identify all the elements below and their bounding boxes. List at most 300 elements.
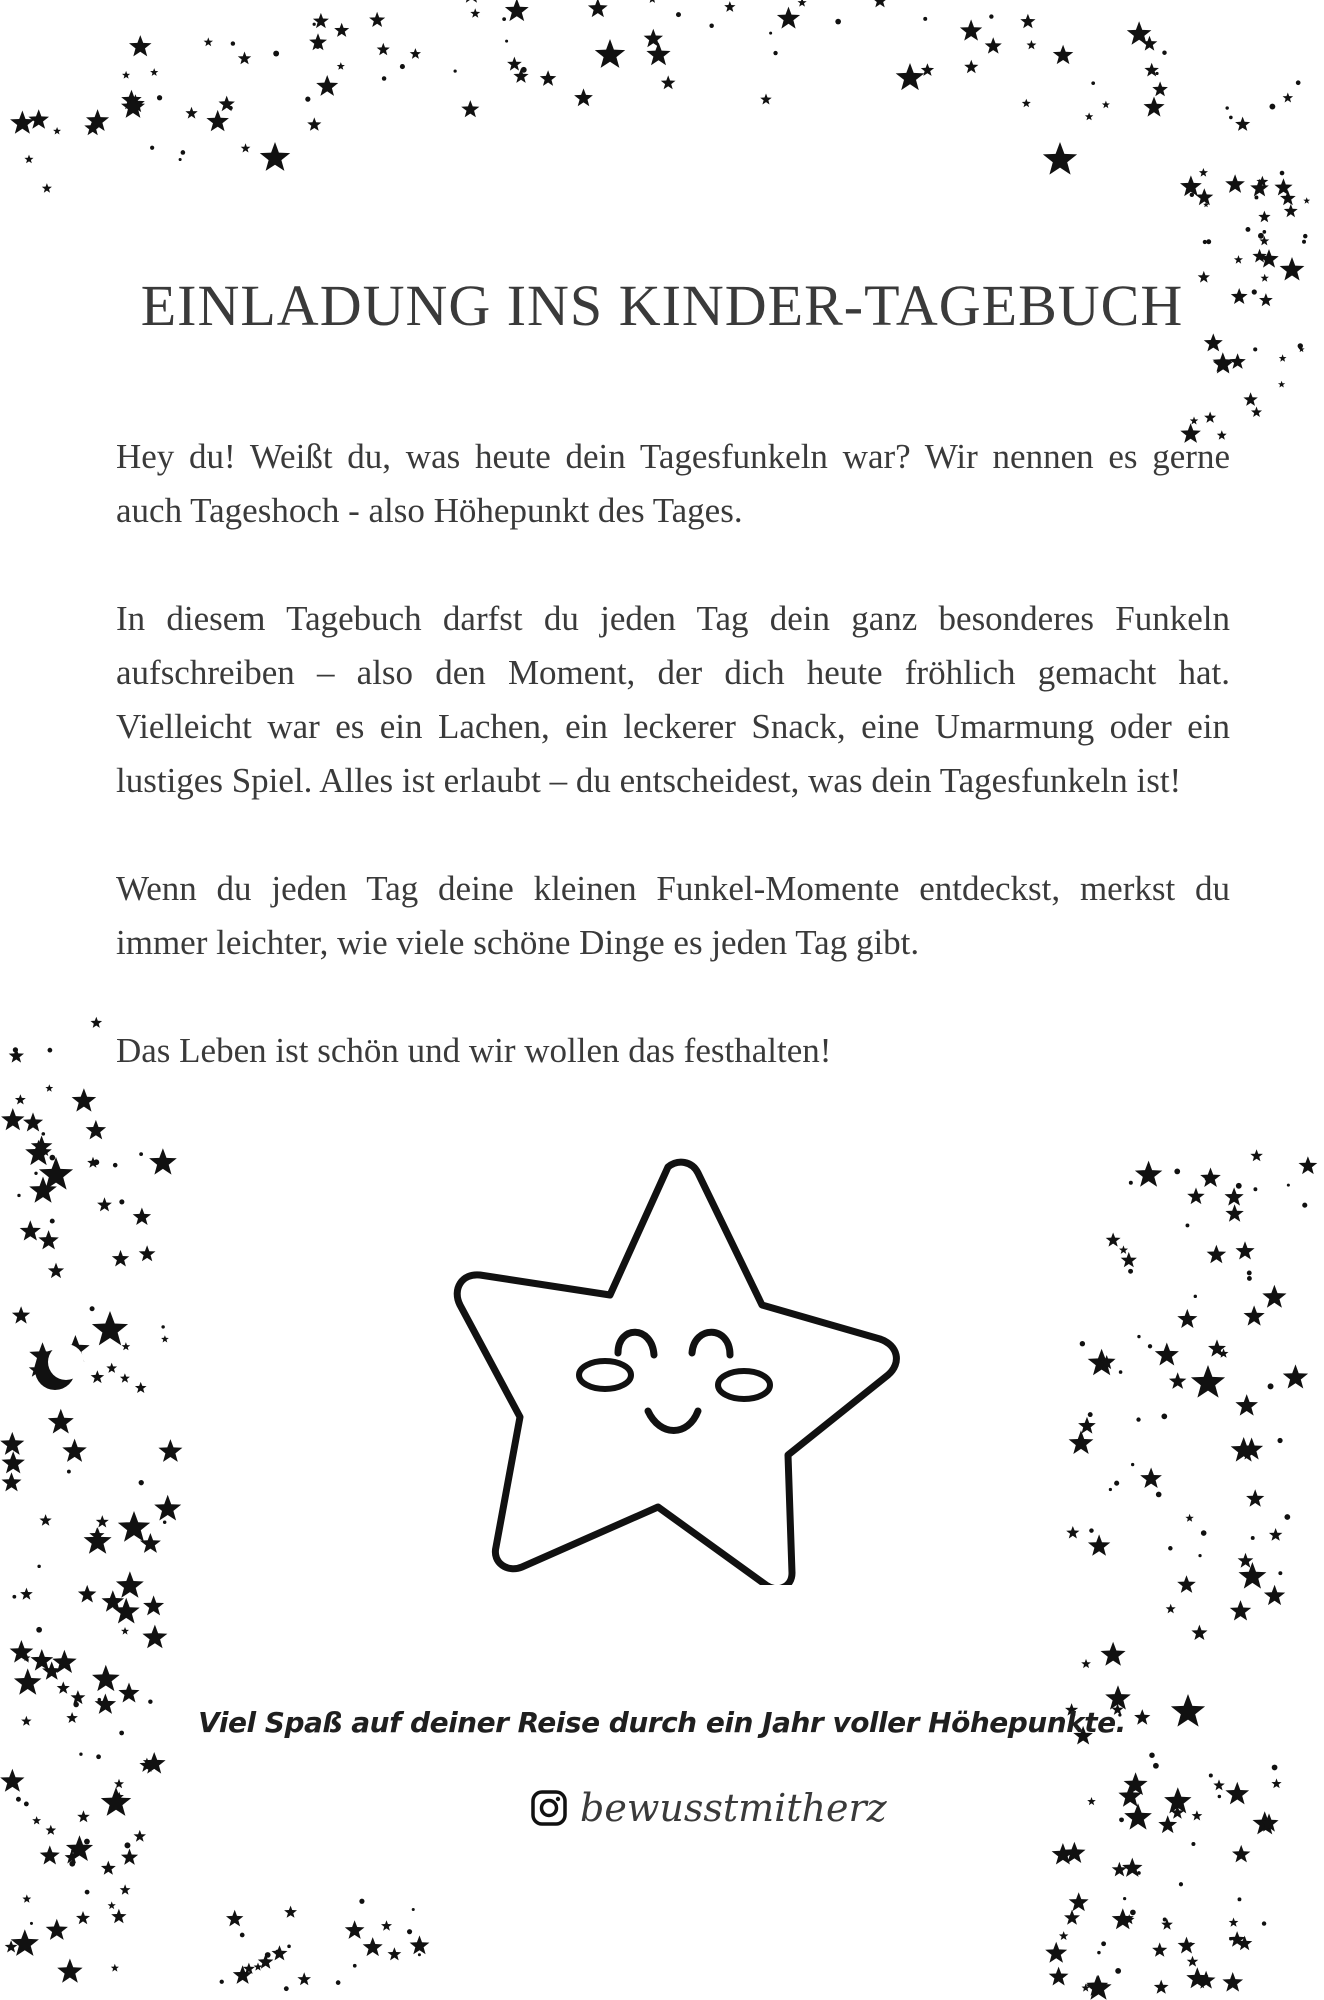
star-icon	[960, 19, 982, 40]
star-icon	[1204, 412, 1216, 423]
star-icon	[106, 1363, 117, 1373]
star-icon	[150, 68, 158, 76]
star-dot	[989, 14, 993, 18]
star-dot	[287, 1945, 291, 1949]
star-dot	[163, 1520, 166, 1523]
instagram-icon	[530, 1789, 568, 1827]
star-dot	[505, 40, 508, 43]
star-dot	[769, 32, 772, 35]
star-icon	[108, 1901, 116, 1909]
star-icon	[410, 1935, 430, 1954]
star-icon	[1187, 1188, 1205, 1205]
star-icon	[1283, 1364, 1308, 1388]
paragraph-diary: In diesem Tagebuch darfst du jeden Tag dein ganz besonderes Funkeln aufschreiben – also den Moment, der dich heute fröhlich gemacht hat. Vielleicht war es ein Lachen, ein leckerer Snack, eine Umarmung oder ein lustiges Spiel. Alles ist erlaubt – du entscheidest, was dein Tagesfunkeln ist!	[116, 599, 1230, 800]
star-icon	[284, 1906, 297, 1918]
star-icon	[62, 1439, 87, 1462]
star-dot	[1186, 1223, 1190, 1227]
star-icon	[134, 1830, 147, 1842]
star-dot	[84, 1839, 90, 1845]
star-icon	[1088, 1534, 1110, 1555]
star-dot	[1174, 1169, 1180, 1175]
star-icon	[39, 1514, 51, 1526]
star-dot	[30, 1922, 33, 1925]
star-dot	[1263, 230, 1267, 234]
star-icon	[111, 1909, 126, 1924]
star-icon	[77, 1810, 90, 1822]
star-dot	[16, 1797, 21, 1802]
star-icon	[661, 75, 676, 89]
star-dot	[12, 1595, 16, 1599]
star-dot	[1251, 1536, 1255, 1540]
star-dot	[1168, 1546, 1172, 1550]
star-dot	[265, 1952, 271, 1958]
star-icon	[1230, 1600, 1251, 1620]
star-icon	[114, 1779, 124, 1789]
star-icon	[1059, 1931, 1069, 1940]
star-icon	[1232, 1845, 1250, 1863]
star-icon	[1022, 99, 1031, 108]
star-dot	[1149, 1752, 1154, 1757]
smiling-star-icon	[440, 1155, 910, 1585]
instagram-handle[interactable]	[530, 1778, 887, 1838]
star-dot	[273, 51, 279, 57]
paragraph-intro: Hey du! Weißt du, was heute dein Tagesfunkeln war? Wir nennen es gerne auch Tageshoch - also Höhepunkt des Tages.	[116, 437, 1230, 530]
star-icon	[1284, 204, 1298, 217]
star-icon	[1200, 1168, 1221, 1188]
star-dot	[119, 1199, 124, 1204]
paragraph-closing: Das Leben ist schön und wir wollen das festhalten!	[116, 1031, 832, 1070]
page-title: EINLADUNG INS KINDER-TAGEBUCH	[140, 273, 1184, 338]
star-dot	[773, 51, 777, 55]
star-icon	[92, 1311, 128, 1345]
star-icon	[120, 1373, 130, 1383]
star-icon	[1246, 1489, 1264, 1506]
star-icon	[1020, 14, 1035, 28]
star-icon	[1199, 168, 1208, 177]
star-icon	[334, 23, 349, 37]
star-dot	[1101, 1941, 1106, 1946]
star-icon	[896, 63, 925, 90]
star-dot	[1123, 1897, 1126, 1900]
star-icon	[1225, 174, 1245, 193]
star-dot	[284, 1986, 289, 1991]
star-icon	[22, 1894, 31, 1902]
star-icon	[381, 1920, 392, 1931]
star-dot	[1137, 1335, 1140, 1338]
star-icon	[410, 48, 421, 59]
star-dot	[113, 1163, 118, 1168]
star-dot	[1109, 1488, 1112, 1491]
star-icon	[260, 142, 290, 171]
star-dot	[1284, 1514, 1290, 1520]
star-icon	[10, 1640, 34, 1663]
star-dot	[1287, 1184, 1290, 1187]
star-icon	[204, 37, 213, 46]
star-dot	[1278, 1571, 1282, 1575]
star-icon	[1235, 117, 1250, 131]
star-dot	[1148, 1344, 1152, 1348]
star-dot	[1179, 1882, 1183, 1886]
star-dot	[79, 1753, 82, 1756]
star-dot	[1153, 1763, 1159, 1769]
star-icon	[1195, 188, 1213, 205]
star-icon	[307, 117, 321, 130]
star-icon	[1262, 1285, 1286, 1308]
star-icon	[135, 1382, 147, 1393]
star-icon	[595, 39, 625, 68]
star-dot	[1080, 1341, 1085, 1346]
star-dot	[412, 1908, 415, 1911]
star-icon	[648, 0, 657, 3]
star-dot	[179, 158, 182, 161]
star-dot	[98, 1698, 102, 1702]
star-icon	[48, 1263, 64, 1279]
star-icon	[1238, 1553, 1254, 1568]
star-icon	[1053, 45, 1074, 64]
star-icon	[118, 1511, 150, 1542]
star-dot	[1119, 1370, 1123, 1374]
star-icon	[120, 1884, 131, 1894]
star-dot	[1129, 1181, 1133, 1185]
star-dot	[1209, 1773, 1213, 1777]
star-dot	[502, 17, 506, 21]
star-icon	[1102, 101, 1110, 109]
star-icon	[574, 88, 593, 106]
star-dot	[1303, 234, 1307, 238]
star-icon	[1225, 1204, 1243, 1222]
star-dot	[1280, 171, 1285, 176]
star-dot	[148, 1700, 152, 1704]
star-icon	[72, 1088, 97, 1111]
star-icon	[760, 94, 772, 105]
star-icon	[1299, 1156, 1318, 1174]
star-icon	[1124, 1772, 1148, 1795]
star-icon	[116, 1571, 144, 1598]
star-dot	[1268, 1383, 1274, 1389]
star-icon	[129, 35, 152, 56]
star-icon	[461, 100, 479, 117]
star-icon	[1144, 97, 1165, 117]
star-icon	[1121, 1252, 1137, 1267]
star-dot	[37, 1565, 40, 1568]
star-icon	[1178, 1937, 1196, 1954]
star-icon	[1244, 1305, 1265, 1325]
star-dot	[181, 150, 186, 155]
star-dot	[1155, 72, 1158, 75]
star-dot	[1163, 1917, 1167, 1921]
star-dot	[1198, 1554, 1201, 1557]
star-dot	[231, 41, 235, 45]
star-dot	[1136, 1417, 1140, 1421]
star-icon	[377, 43, 390, 56]
star-icon	[96, 1515, 109, 1527]
star-icon	[149, 1148, 177, 1174]
star-icon	[0, 1432, 24, 1455]
star-dot	[1088, 1412, 1093, 1417]
star-icon	[724, 1, 735, 12]
star-dot	[1162, 51, 1166, 55]
star-icon	[1169, 1372, 1187, 1389]
star-icon	[1187, 1956, 1199, 1967]
star-icon	[0, 1769, 24, 1792]
star-icon	[1243, 392, 1257, 406]
star-icon	[1251, 407, 1262, 418]
star-icon	[32, 1816, 41, 1824]
star-icon	[985, 37, 1002, 53]
star-icon	[1222, 1972, 1243, 1992]
star-icon	[28, 109, 49, 129]
star-dot	[1269, 1302, 1272, 1305]
star-icon	[10, 111, 34, 134]
star-icon	[112, 1250, 129, 1267]
star-icon	[139, 1245, 156, 1261]
star-dot	[1229, 116, 1233, 120]
star-dot	[1296, 80, 1301, 85]
star-icon	[1274, 178, 1292, 195]
star-icon	[470, 8, 480, 17]
star-icon	[1106, 1233, 1121, 1247]
star-icon	[57, 1681, 70, 1693]
star-icon	[161, 1335, 169, 1342]
star-dot	[1119, 1817, 1124, 1822]
star-icon	[1064, 1910, 1080, 1925]
star-icon	[1236, 1241, 1255, 1259]
paragraph-moments: Wenn du jeden Tag deine kleinen Funkel-Momente entdeckst, merkst du immer leichter, wie viele schöne Dinge es jeden Tag gibt.	[116, 869, 1230, 962]
star-icon	[1191, 1625, 1207, 1640]
star-dot	[124, 1842, 130, 1848]
star-icon	[1229, 1918, 1239, 1927]
star-icon	[226, 1910, 243, 1927]
star-icon	[122, 1342, 131, 1350]
star-dot	[1097, 1951, 1100, 1954]
star-dot	[407, 1929, 412, 1934]
star-icon	[1303, 197, 1310, 204]
star-dot	[36, 1627, 42, 1633]
star-icon	[1225, 1782, 1249, 1805]
star-icon	[1283, 93, 1294, 103]
star-dot	[1089, 1528, 1094, 1533]
star-dot	[1156, 1492, 1162, 1498]
star-icon	[53, 127, 61, 135]
star-icon	[1213, 1779, 1225, 1790]
star-dot	[150, 146, 154, 150]
star-icon	[101, 1861, 116, 1875]
star-icon	[1081, 1659, 1091, 1668]
star-dot	[1130, 1910, 1136, 1916]
star-dot	[353, 1964, 357, 1968]
star-dot	[48, 1048, 53, 1053]
star-dot	[67, 1470, 71, 1474]
star-dot	[139, 1152, 143, 1156]
star-dot	[1091, 81, 1095, 85]
star-dot	[336, 1980, 341, 1985]
star-icon	[42, 183, 52, 193]
star-icon	[1027, 40, 1037, 49]
star-dot	[1247, 1276, 1252, 1281]
star-icon	[1279, 354, 1287, 361]
star-icon	[206, 110, 229, 131]
star-icon	[316, 75, 338, 96]
star-icon	[1066, 1526, 1079, 1539]
star-dot	[382, 76, 386, 80]
star-icon	[872, 0, 887, 7]
star-icon	[78, 1585, 97, 1603]
star-icon	[2, 1472, 22, 1491]
star-icon	[1264, 1585, 1285, 1605]
star-dot	[1302, 240, 1306, 244]
instagram-handle-text: bewusstmitherz	[580, 1786, 887, 1830]
star-icon	[57, 1959, 82, 1983]
star-icon	[1225, 1187, 1244, 1205]
star-icon	[1101, 1642, 1126, 1666]
star-dot	[71, 1849, 75, 1853]
star-dot	[34, 1172, 37, 1175]
star-icon	[1045, 1942, 1067, 1963]
closing-message: Viel Spaß auf deiner Reise durch ein Jahr voller Höhepunkte.	[198, 1706, 1126, 1739]
star-dot	[96, 1754, 101, 1759]
star-icon	[1049, 1967, 1069, 1986]
star-icon	[1140, 1468, 1162, 1489]
star-icon	[133, 1208, 151, 1226]
star-icon	[588, 0, 608, 17]
star-dot	[1131, 1463, 1134, 1466]
star-icon	[272, 1945, 288, 1960]
star-dot	[1115, 1968, 1121, 1974]
star-icon	[1271, 1778, 1281, 1788]
star-dot	[93, 1159, 99, 1165]
star-dot	[1269, 104, 1275, 110]
star-icon	[798, 0, 807, 7]
star-dot	[313, 23, 316, 26]
star-icon	[1135, 1161, 1162, 1187]
star-icon	[1229, 353, 1245, 369]
star-icon	[140, 1533, 161, 1553]
star-dot	[1225, 106, 1228, 109]
star-icon	[238, 52, 251, 65]
star-icon	[1152, 81, 1168, 96]
star-dot	[359, 1899, 364, 1904]
star-dot	[1245, 227, 1250, 232]
star-dot	[1218, 1795, 1221, 1798]
star-dot	[161, 1325, 164, 1328]
star-dot	[1255, 196, 1259, 200]
star-dot	[1114, 1481, 1119, 1486]
star-icon	[45, 1084, 53, 1092]
star-icon	[1155, 1343, 1179, 1366]
star-icon	[9, 1048, 24, 1063]
star-icon	[76, 1911, 90, 1924]
star-dot	[835, 19, 841, 25]
star-icon	[143, 1595, 164, 1615]
star-dot	[1201, 1530, 1207, 1536]
star-dot	[1190, 193, 1194, 197]
star-icon	[1087, 1797, 1096, 1805]
star-icon	[46, 1919, 68, 1940]
star-icon	[142, 1625, 167, 1649]
star-dot	[418, 1953, 421, 1956]
star-icon	[1154, 1980, 1169, 1994]
star-icon	[12, 1306, 30, 1323]
star-icon	[345, 1920, 365, 1939]
star-dot	[157, 95, 162, 100]
star-icon	[71, 1690, 86, 1704]
star-icon	[1043, 142, 1077, 175]
star-dot	[24, 1801, 29, 1806]
star-icon	[964, 60, 978, 73]
star-icon	[313, 13, 329, 28]
star-dot	[923, 17, 927, 21]
star-icon	[91, 1017, 103, 1028]
star-dot	[1137, 1871, 1141, 1875]
star-dot	[42, 1132, 46, 1136]
star-icon	[505, 0, 529, 21]
star-dot	[50, 1155, 56, 1161]
star-dot	[1258, 233, 1264, 239]
star-dot	[1238, 1897, 1242, 1901]
star-icon	[20, 1588, 33, 1600]
star-icon	[1269, 1528, 1283, 1541]
star-icon	[48, 1409, 74, 1434]
star-icon	[337, 62, 345, 70]
star-dot	[85, 1890, 90, 1895]
star-dot	[220, 1980, 224, 1984]
star-icon	[97, 1197, 112, 1211]
star-icon	[1069, 1430, 1094, 1454]
star-icon	[1192, 1810, 1203, 1820]
star-icon	[1177, 1575, 1196, 1593]
star-icon	[111, 1964, 119, 1972]
star-icon	[11, 1929, 39, 1956]
star-icon	[91, 1370, 105, 1383]
star-icon	[101, 1787, 131, 1816]
star-dot	[454, 69, 457, 72]
star-dot	[240, 1933, 245, 1938]
star-dot	[139, 1480, 144, 1485]
star-icon	[777, 7, 800, 29]
star-dot	[17, 1194, 20, 1197]
star-icon	[369, 12, 385, 27]
star-icon	[540, 70, 557, 86]
star-icon	[24, 155, 33, 164]
star-icon	[241, 143, 251, 152]
body-text	[116, 430, 1230, 1132]
star-icon	[92, 1665, 120, 1691]
star-icon	[46, 1825, 57, 1835]
star-dot	[305, 97, 310, 102]
star-dot	[400, 64, 405, 69]
star-icon	[1234, 255, 1243, 264]
star-icon	[388, 1947, 402, 1960]
star-icon	[118, 1683, 139, 1703]
star-dot	[1262, 1921, 1266, 1925]
star-dot	[1302, 1203, 1307, 1208]
star-dot	[676, 12, 681, 17]
star-icon	[254, 1963, 263, 1971]
star-icon	[158, 1439, 182, 1462]
star-dot	[709, 24, 713, 28]
star-icon	[644, 29, 663, 48]
star-icon	[23, 1112, 43, 1131]
star-dot	[1272, 1765, 1278, 1771]
star-icon	[1119, 1245, 1128, 1254]
star-icon	[20, 1220, 41, 1240]
star-icon	[1190, 417, 1199, 425]
star-dot	[1236, 1183, 1242, 1189]
star-icon	[1278, 381, 1285, 388]
star-dot	[1128, 1269, 1133, 1274]
star-icon	[1258, 211, 1270, 223]
star-icon	[1124, 1803, 1152, 1829]
